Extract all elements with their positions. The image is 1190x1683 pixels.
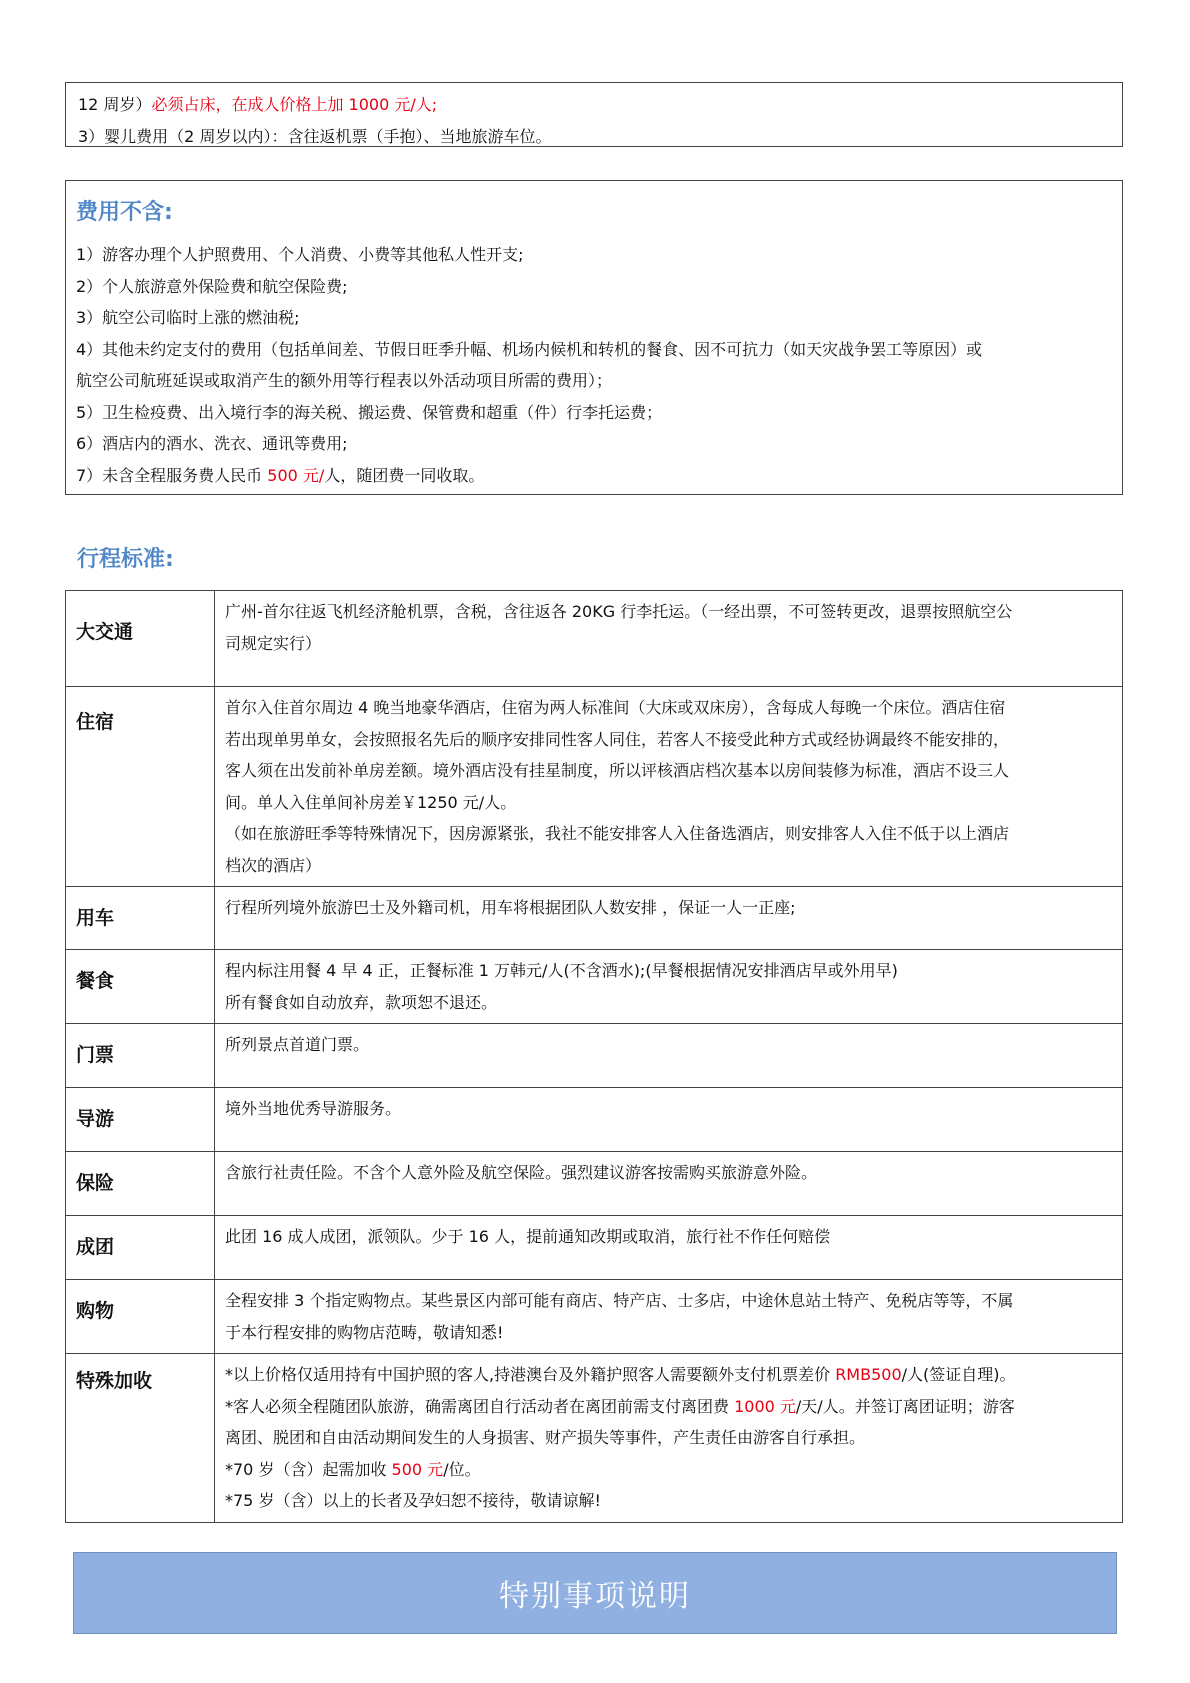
child-fee-line: 12 周岁）必须占床，在成人价格上加 1000 元/人; bbox=[78, 95, 438, 114]
row-value: 广州-首尔往返飞机经济舱机票，含税，含往返各 20KG 行李托运。（一经出票，不可签转更改，退票按照航空公 司规定实行） bbox=[215, 591, 1123, 687]
row-label: 成团 bbox=[66, 1216, 215, 1280]
row-value: 含旅行社责任险。不含个人意外险及航空保险。强烈建议游客按需购买旅游意外险。 bbox=[215, 1152, 1123, 1216]
table-row bbox=[66, 1088, 1123, 1152]
table-row bbox=[66, 1280, 1123, 1354]
fees-excluded-box bbox=[65, 180, 1123, 495]
fees-item: 4）其他未约定支付的费用（包括单间差、节假日旺季升幅、机场内候机和转机的餐食、因不可抗力（如天灾战争罢工等原因）或 bbox=[76, 339, 983, 359]
fees-item: 航空公司航班延误或取消产生的额外用等行程表以外活动项目所需的费用）； bbox=[76, 371, 613, 390]
row-value: 首尔入住首尔周边 4 晚当地豪华酒店，住宿为两人标准间（大床或双床房），含每成人每晚一个床位。酒店住宿 若出现单男单女，会按照报名先后的顺序安排同性客人同住，若客人不接受此种方式或经协调最终不能安排的， 客人须在出发前补单房差额。境外酒店没有挂星制度，所以评核酒店档次基本以房间装修为标准，酒店不设三人 间。单人入住单间补房差￥1250 元/人。 （如在旅游旺季等特殊情况下，因房源紧张，我社不能安排客人入住备选酒店，则安排客人入住不低于以上酒店 档次的酒店） bbox=[215, 687, 1123, 887]
row-label: 保险 bbox=[66, 1152, 215, 1216]
table-row bbox=[66, 950, 1123, 1024]
row-label: 特殊加收 bbox=[66, 1354, 215, 1523]
fees-item-7: 7）未含全程服务费人民币 500 元/人，随团费一同收取。 bbox=[76, 465, 485, 485]
row-label: 用车 bbox=[66, 887, 215, 950]
special-notes-banner: 特别事项说明 bbox=[73, 1552, 1117, 1634]
infant-fee-line: 3）婴儿费用（2 周岁以内）：含往返机票（手抱）、当地旅游车位。 bbox=[78, 127, 552, 146]
row-value: 此团 16 成人成团，派领队。少于 16 人，提前通知改期或取消，旅行社不作任何赔偿 bbox=[215, 1216, 1123, 1280]
row-value: 全程安排 3 个指定购物点。某些景区内部可能有商店、特产店、士多店，中途休息站土特产、免税店等等，不属 于本行程安排的购物店范畴，敬请知悉! bbox=[215, 1280, 1123, 1354]
row-label: 导游 bbox=[66, 1088, 215, 1152]
table-row bbox=[66, 1152, 1123, 1216]
row-label: 门票 bbox=[66, 1024, 215, 1088]
table-row bbox=[66, 1216, 1123, 1280]
row-label: 餐食 bbox=[66, 950, 215, 1024]
child-fee-red: 必须占床，在成人价格上加 1000 元/人; bbox=[151, 95, 438, 114]
row-value: 境外当地优秀导游服务。 bbox=[215, 1088, 1123, 1152]
table-row bbox=[66, 1354, 1123, 1523]
row-value: *以上价格仅适用持有中国护照的客人,持港澳台及外籍护照客人需要额外支付机票差价 RMB500/人(签证自理)。 *客人必须全程随团队旅游，确需离团自行活动者在离团前需支付离团费 1000 元/天/人。并签订离团证明；游客 离团、脱团和自由活动期间发生的人身损害、财产损失等事件，产生责任由游客自行承担。 *70 岁（含）起需加收 500 元/位。 *75 岁（含）以上的长者及孕妇恕不接待，敬请谅解! bbox=[215, 1354, 1123, 1523]
row-label: 购物 bbox=[66, 1280, 215, 1354]
fees-item: 6）酒店内的酒水、洗衣、通讯等费用; bbox=[76, 434, 348, 453]
row-label: 大交通 bbox=[66, 591, 215, 687]
table-row bbox=[66, 887, 1123, 950]
fees-excluded-title: 费用不含: bbox=[76, 200, 173, 225]
fees-item: 3）航空公司临时上涨的燃油税; bbox=[76, 308, 300, 327]
fees-item: 1）游客办理个人护照费用、个人消费、小费等其他私人性开支; bbox=[76, 245, 524, 264]
row-label: 住宿 bbox=[66, 687, 215, 887]
table-row bbox=[66, 591, 1123, 687]
fees-item: 2）个人旅游意外保险费和航空保险费; bbox=[76, 276, 348, 296]
table-row bbox=[66, 1024, 1123, 1088]
row-value: 所列景点首道门票。 bbox=[215, 1024, 1123, 1088]
row-value: 行程所列境外旅游巴士及外籍司机，用车将根据团队人数安排 ，保证一人一正座; bbox=[215, 887, 1123, 950]
standards-table bbox=[65, 590, 1123, 1523]
table-row bbox=[66, 687, 1123, 887]
child-fee-box bbox=[65, 82, 1123, 147]
standards-title: 行程标准: bbox=[77, 547, 174, 572]
fees-item: 5）卫生检疫费、出入境行李的海关税、搬运费、保管费和超重（件）行李托运费； bbox=[76, 402, 663, 422]
row-value: 程内标注用餐 4 早 4 正，正餐标准 1 万韩元/人(不含酒水);(早餐根据情况安排酒店早或外用早) 所有餐食如自动放弃，款项恕不退还。 bbox=[215, 950, 1123, 1024]
